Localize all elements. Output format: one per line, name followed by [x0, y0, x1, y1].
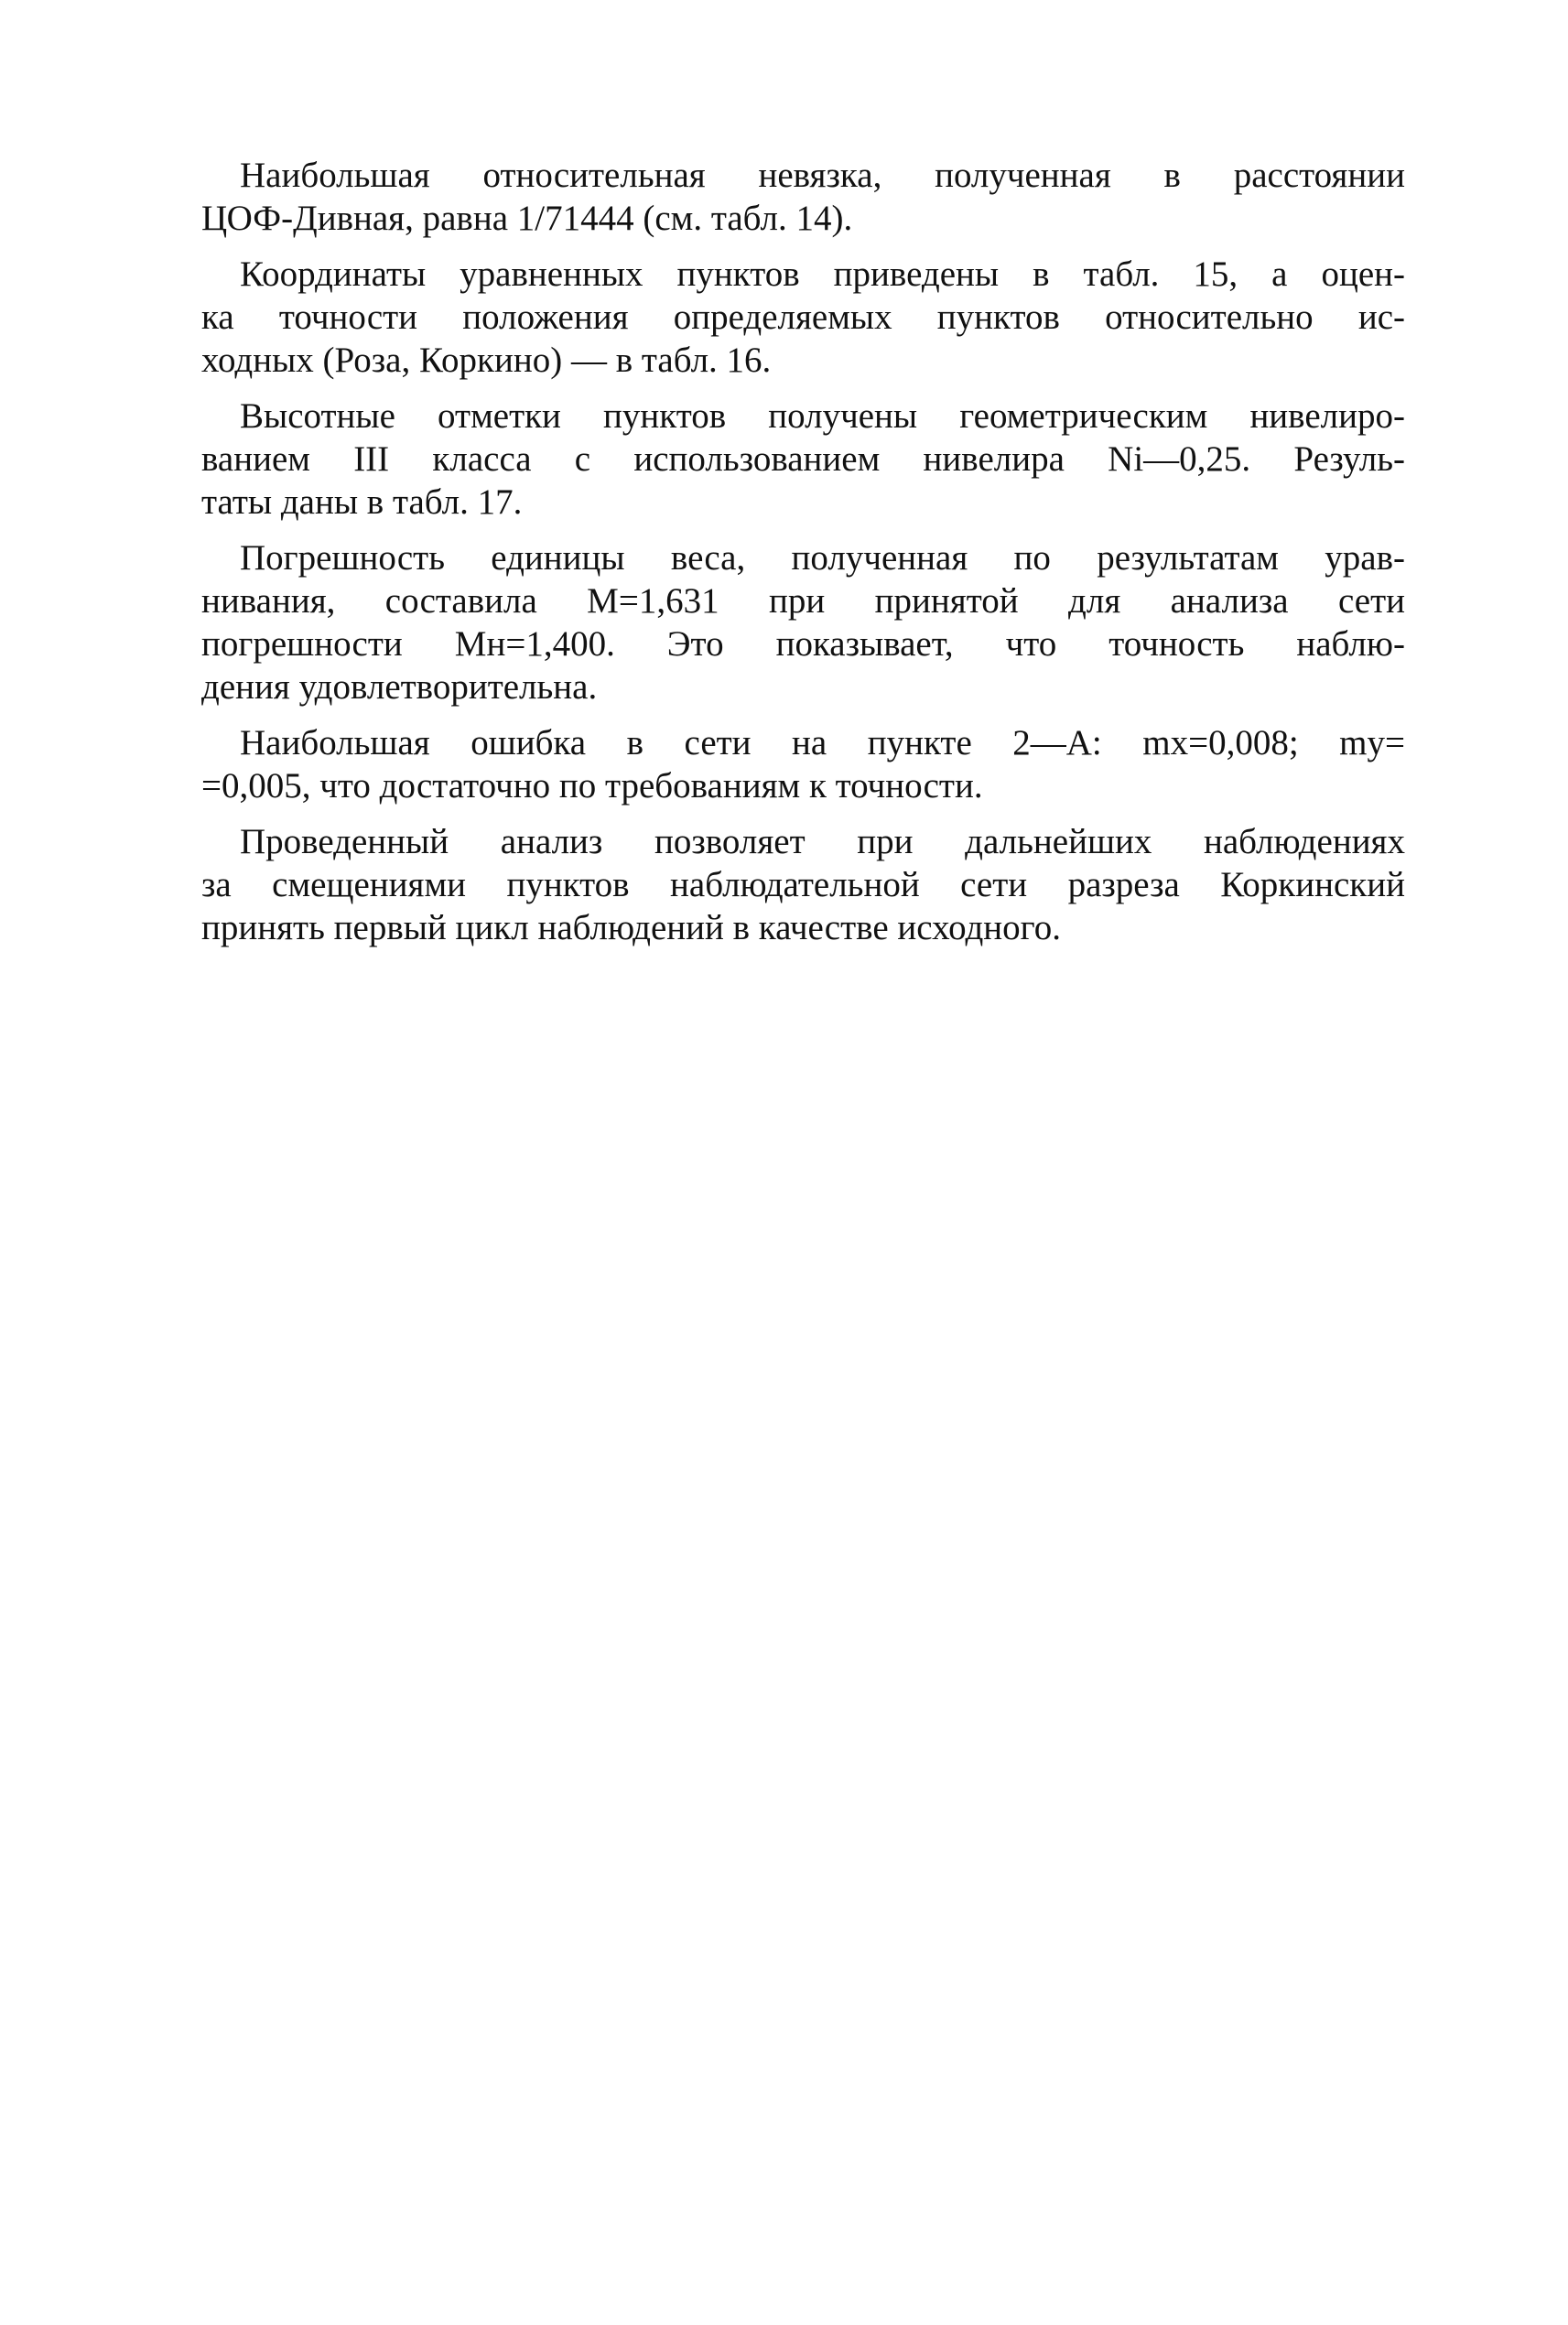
- paragraph-3: [201, 395, 1405, 524]
- text-line: таты даны в табл. 17.: [201, 482, 523, 522]
- text-line: Наибольшая относительная невязка, полученная в расстоянии: [240, 156, 1405, 195]
- paragraph-1: [201, 154, 1405, 240]
- text-line: ходных (Роза, Коркино) — в табл. 16.: [201, 341, 772, 380]
- text-line: ка точности положения определяемых пунктов относительно ис-: [201, 297, 1405, 337]
- paragraph-5: [201, 721, 1405, 807]
- text-line: нивания, составила M=1,631 при принятой для анализа сети: [201, 581, 1405, 621]
- body-text: [201, 154, 1405, 962]
- text-line: принять первый цикл наблюдений в качестве исходного.: [201, 908, 1061, 947]
- text-line: Координаты уравненных пунктов приведены в табл. 15, а оцен-: [240, 254, 1405, 294]
- text-line: погрешности Mн=1,400. Это показывает, что точность наблю-: [201, 624, 1405, 664]
- text-line: ванием III класса с использованием нивелира Ni—0,25. Резуль-: [201, 439, 1405, 479]
- text-line: ЦОФ-Дивная, равна 1/71444 (см. табл. 14).: [201, 199, 853, 238]
- text-line: за смещениями пунктов наблюдательной сети разреза Коркинский: [201, 865, 1405, 904]
- text-line: Проведенный анализ позволяет при дальнейших наблюдениях: [240, 822, 1405, 861]
- text-line: дения удовлетворительна.: [201, 667, 598, 707]
- text-line: Высотные отметки пунктов получены геометрическим нивелиро-: [240, 396, 1405, 436]
- paragraph-4: [201, 536, 1405, 708]
- text-line: Наибольшая ошибка в сети на пункте 2—А: mx=0,008; my=: [240, 723, 1405, 762]
- paragraph-6: [201, 820, 1405, 949]
- paragraph-2: [201, 253, 1405, 382]
- text-line: =0,005, что достаточно по требованиям к точности.: [201, 766, 983, 806]
- text-line: Погрешность единицы веса, полученная по результатам урав-: [240, 538, 1405, 578]
